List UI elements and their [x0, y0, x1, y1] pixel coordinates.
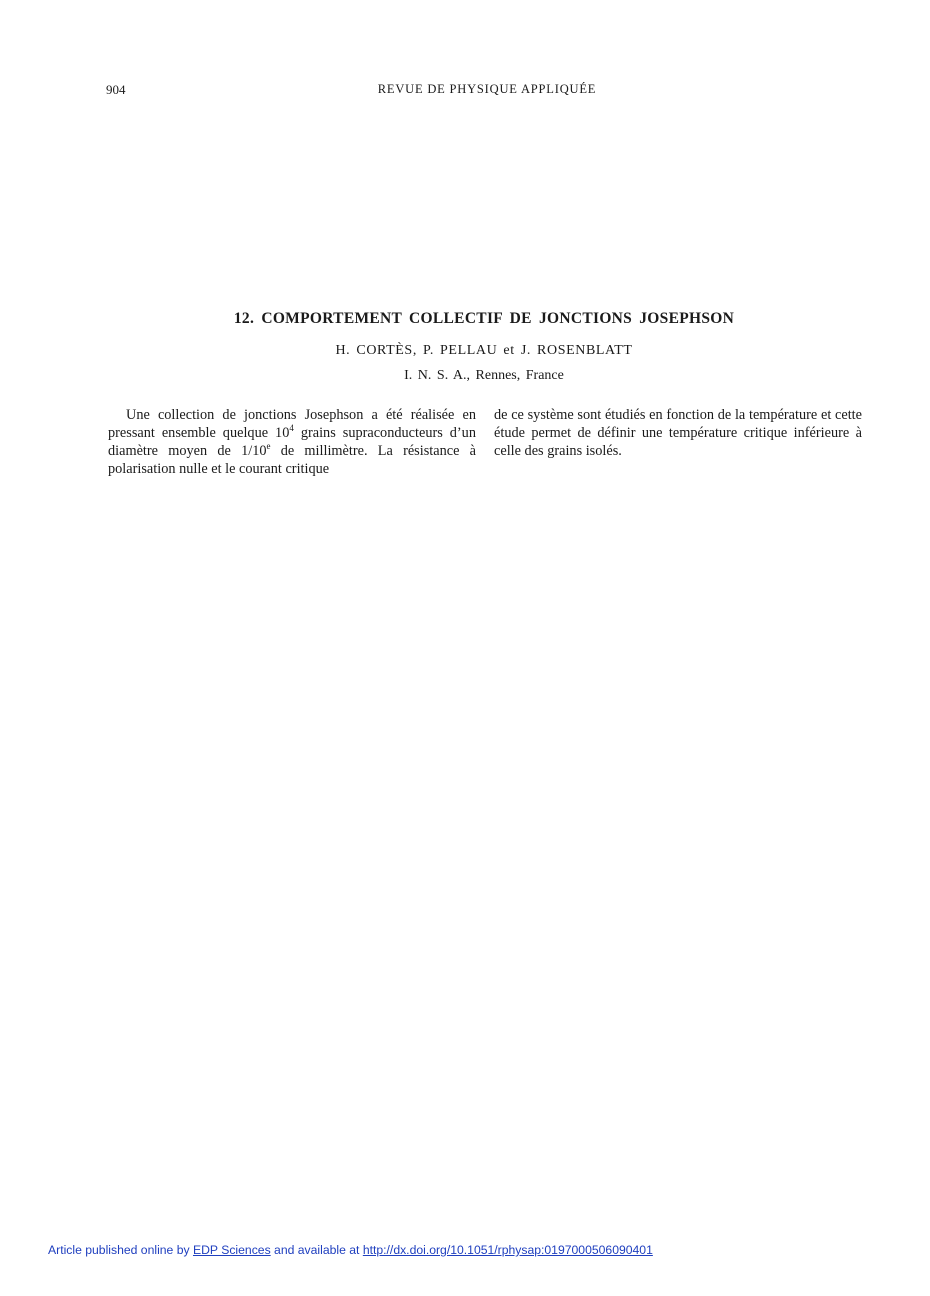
exponent: 4: [289, 423, 294, 434]
page-number: 904: [106, 82, 126, 97]
abstract-text: Une collection de jonctions Josephson a été réalisée en pressant ensemble quelque 10: [108, 407, 476, 441]
abstract-right-column: [494, 406, 862, 460]
doi-link[interactable]: http://dx.doi.org/10.1051/rphysap:0197000506090401: [362, 1243, 653, 1257]
article-affiliation: I. N. S. A., Rennes, France: [404, 368, 564, 383]
exponent: e: [266, 441, 271, 452]
abstract-left-column: [108, 406, 476, 478]
abstract-text: grains supraconducteurs d’un diamètre moyen de 1/10: [108, 425, 476, 459]
abstract-text: de millimètre. La résistance à polarisation nulle et le courant critique: [108, 443, 476, 477]
publisher-link[interactable]: EDP Sciences: [192, 1243, 271, 1257]
running-head: REVUE DE PHYSIQUE APPLIQUÉE: [377, 82, 597, 96]
article-authors: H. CORTÈS, P. PELLAU et J. ROSENBLATT: [335, 343, 633, 358]
footer-prefix: Article published online by: [48, 1243, 193, 1257]
abstract-text: de ce système sont étudiés en fonction de la température et cette étude permet de définir une température critique inférieure à celle des grains isolés.: [494, 407, 862, 459]
footer-notice: [48, 1243, 653, 1257]
footer-middle: and available at: [270, 1243, 363, 1257]
abstract-paragraph: [108, 406, 476, 478]
article-title: 12. COMPORTEMENT COLLECTIF DE JONCTIONS JOSEPHSON: [233, 310, 735, 327]
